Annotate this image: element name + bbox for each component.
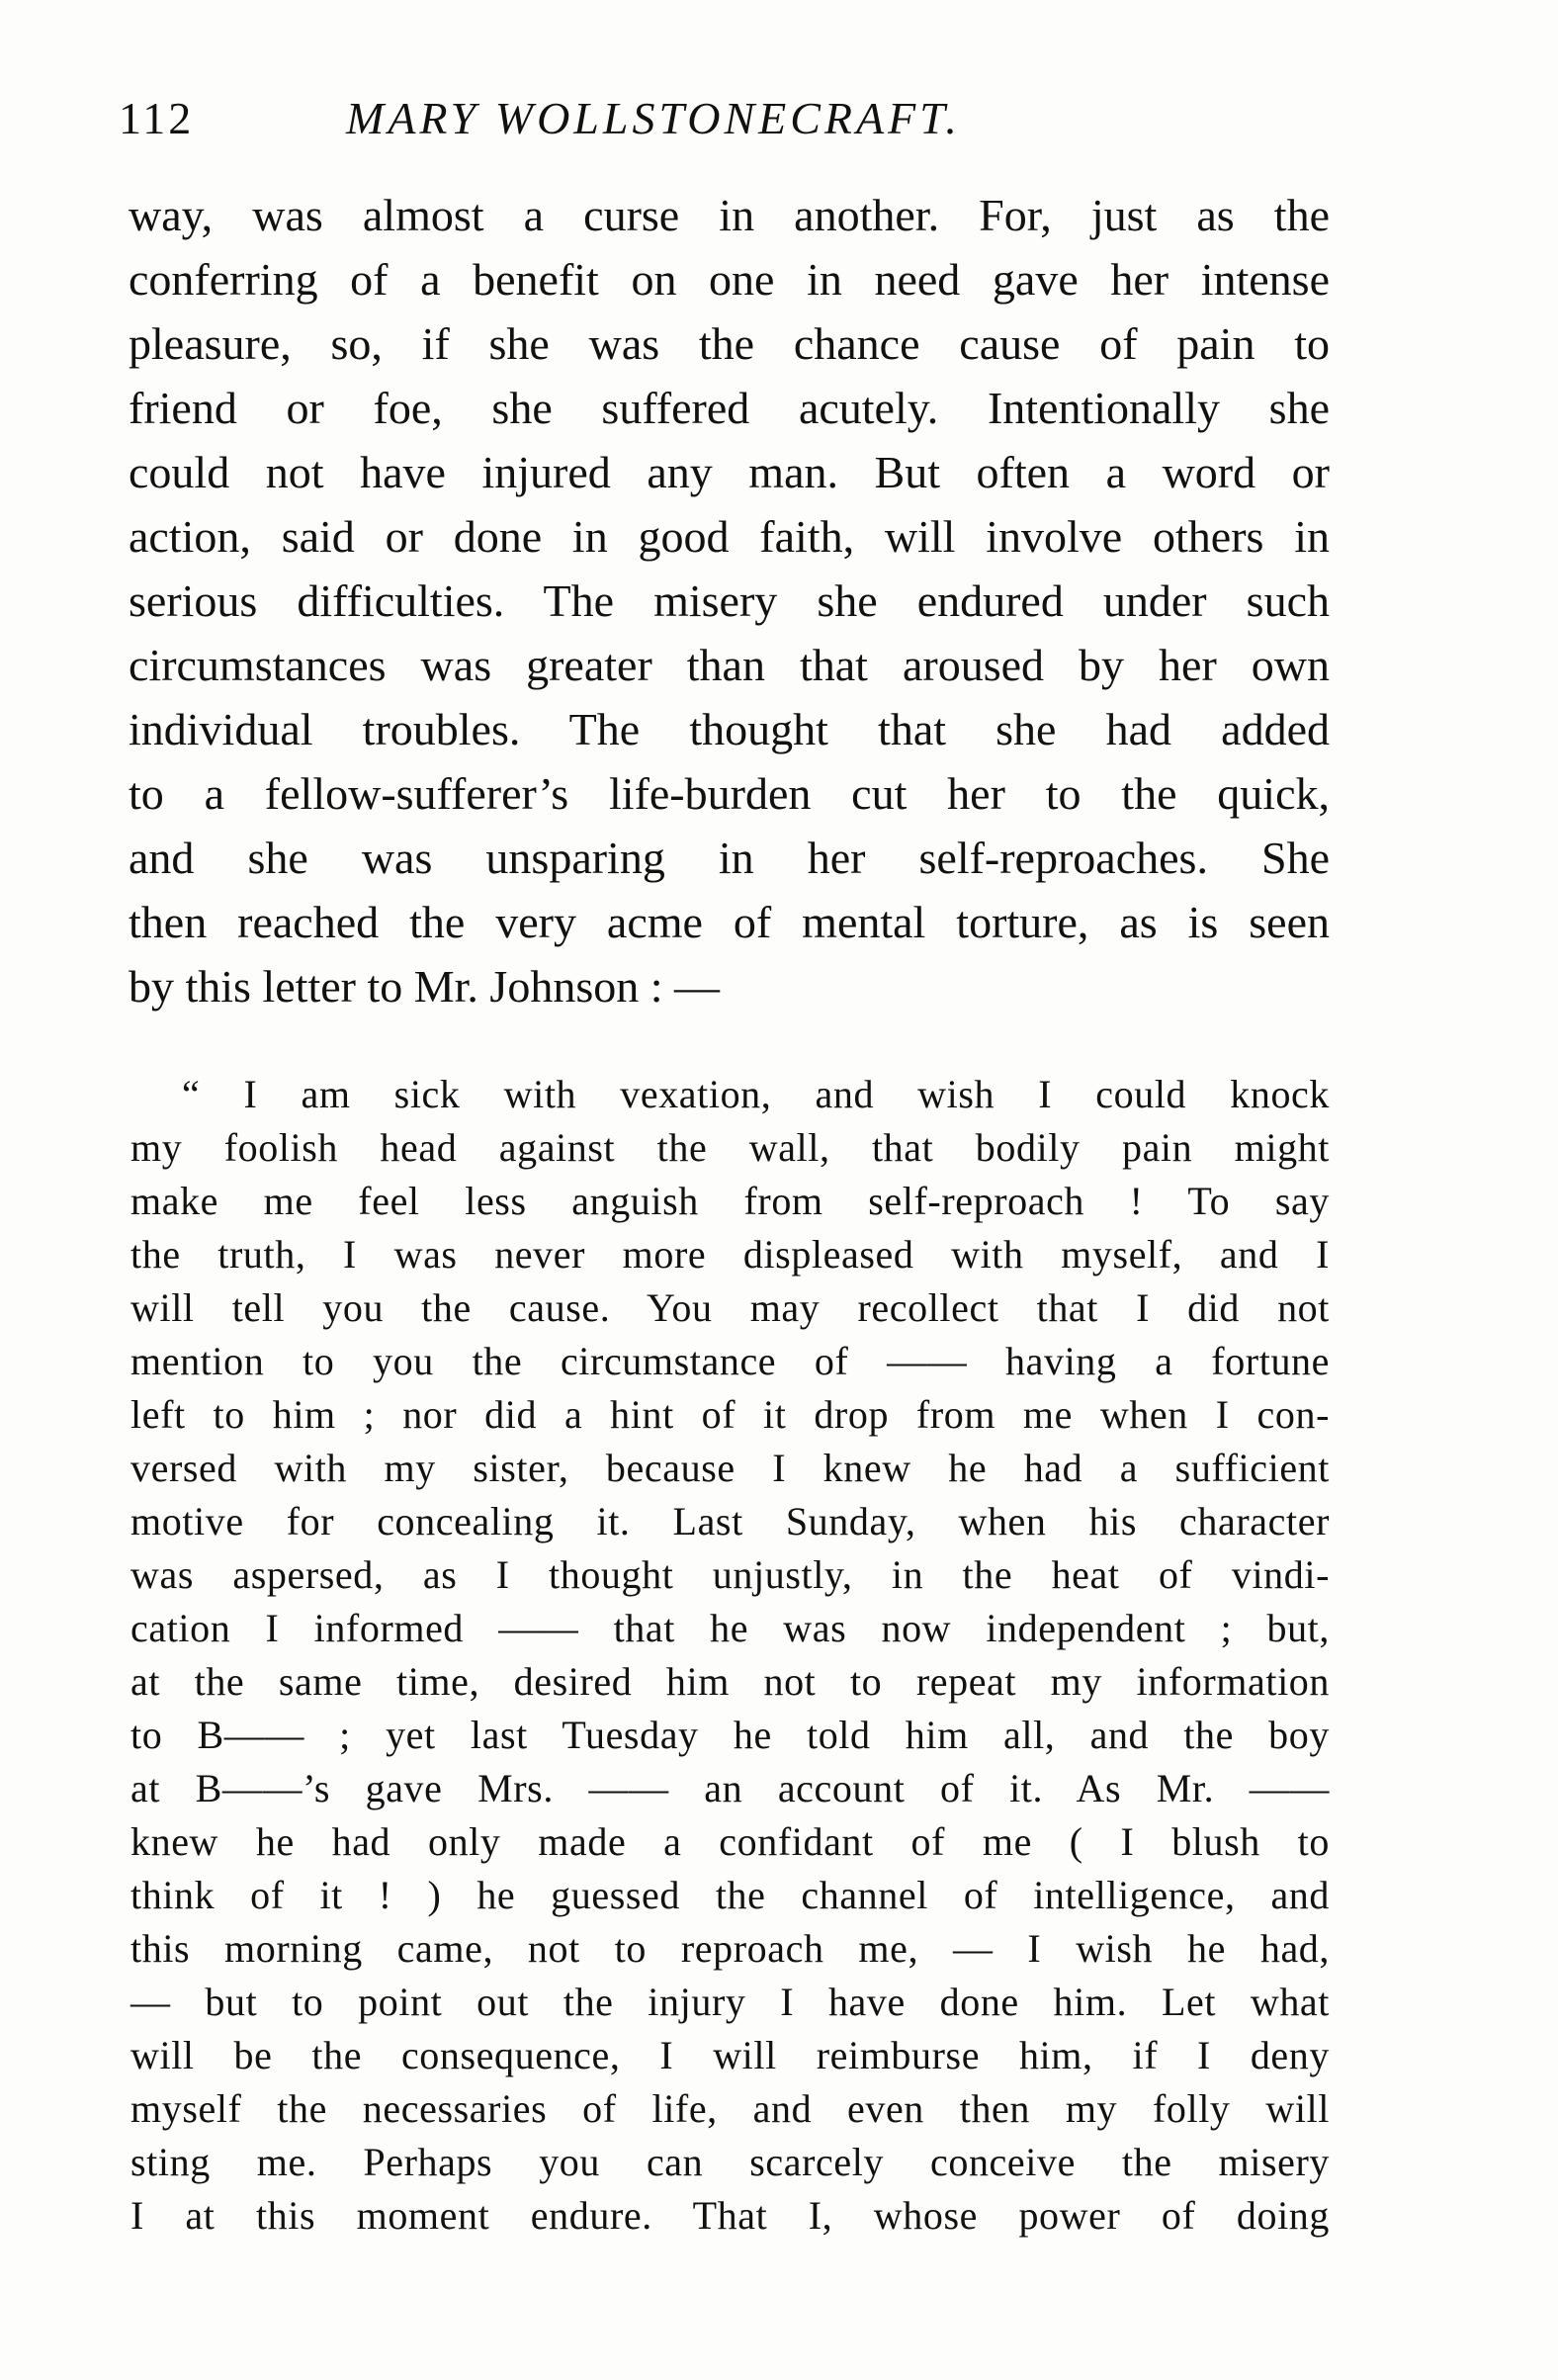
- page-header: [119, 79, 1344, 158]
- text-line: to a fellow-sufferer’s life-burden cut her to the quick,: [129, 768, 1330, 819]
- quote-line: mention to you the circumstance of —— having a fortune: [130, 1339, 1330, 1383]
- text-line: friend or foe, she suffered acutely. Intentionally she: [129, 383, 1330, 433]
- quote-line: to B—— ; yet last Tuesday he told him all, and the boy: [130, 1713, 1330, 1757]
- quote-line: left to him ; nor did a hint of it drop from me when I con-: [130, 1392, 1330, 1437]
- quote-line: “ I am sick with vexation, and wish I could knock: [182, 1072, 1330, 1116]
- text-line: way, was almost a curse in another. For, just as the: [129, 190, 1330, 240]
- quote-line: versed with my sister, because I knew he had a sufficient: [130, 1446, 1330, 1490]
- quote-line: knew he had only made a confidant of me ( I blush to: [130, 1819, 1330, 1864]
- quote-line: this morning came, not to reproach me, — I wish he had,: [130, 1926, 1330, 1971]
- text-line: individual troubles. The thought that she had added: [129, 704, 1330, 754]
- letter-quotation: [130, 1068, 1330, 2243]
- text-line: pleasure, so, if she was the chance cause of pain to: [129, 318, 1330, 369]
- quote-line: was aspersed, as I thought unjustly, in the heat of vindi-: [130, 1552, 1330, 1597]
- body-paragraph: [129, 183, 1330, 1018]
- text-line: and she was unsparing in her self-reproaches. She: [129, 833, 1330, 883]
- text-line: action, said or done in good faith, will involve others in: [129, 511, 1330, 562]
- text-line: then reached the very acme of mental torture, as is seen: [129, 897, 1330, 947]
- quote-line: cation I informed —— that he was now independent ; but,: [130, 1606, 1330, 1650]
- quote-line: will be the consequence, I will reimburse him, if I deny: [130, 2033, 1330, 2077]
- quote-line: at the same time, desired him not to repeat my information: [130, 1659, 1330, 1704]
- quote-line: make me feel less anguish from self-reproach ! To say: [130, 1179, 1330, 1223]
- quote-line: my foolish head against the wall, that bodily pain might: [130, 1125, 1330, 1170]
- quote-line: at B——’s gave Mrs. —— an account of it. As Mr. ——: [130, 1766, 1330, 1810]
- text-line: circumstances was greater than that aroused by her own: [129, 640, 1330, 690]
- text-line: serious difficulties. The misery she endured under such: [129, 575, 1330, 626]
- text-line: could not have injured any man. But often a word or: [129, 447, 1330, 497]
- quote-line: — but to point out the injury I have done him. Let what: [130, 1980, 1330, 2024]
- quote-line: will tell you the cause. You may recollect that I did not: [130, 1285, 1330, 1330]
- quote-line: myself the necessaries of life, and even then my folly will: [130, 2086, 1330, 2131]
- text-line: by this letter to Mr. Johnson : —: [129, 961, 720, 1012]
- running-title: MARY WOLLSTONECRAFT.: [346, 93, 961, 143]
- page-number: 112: [119, 93, 195, 143]
- text-line: conferring of a benefit on one in need gave her intense: [129, 254, 1330, 305]
- quote-line: sting me. Perhaps you can scarcely conceive the misery: [130, 2140, 1330, 2184]
- quote-line: think of it ! ) he guessed the channel of intelligence, and: [130, 1873, 1330, 1917]
- quote-line: motive for concealing it. Last Sunday, when his character: [130, 1499, 1330, 1543]
- quote-line: the truth, I was never more displeased with myself, and I: [130, 1232, 1330, 1277]
- quote-line: I at this moment endure. That I, whose power of doing: [130, 2193, 1330, 2238]
